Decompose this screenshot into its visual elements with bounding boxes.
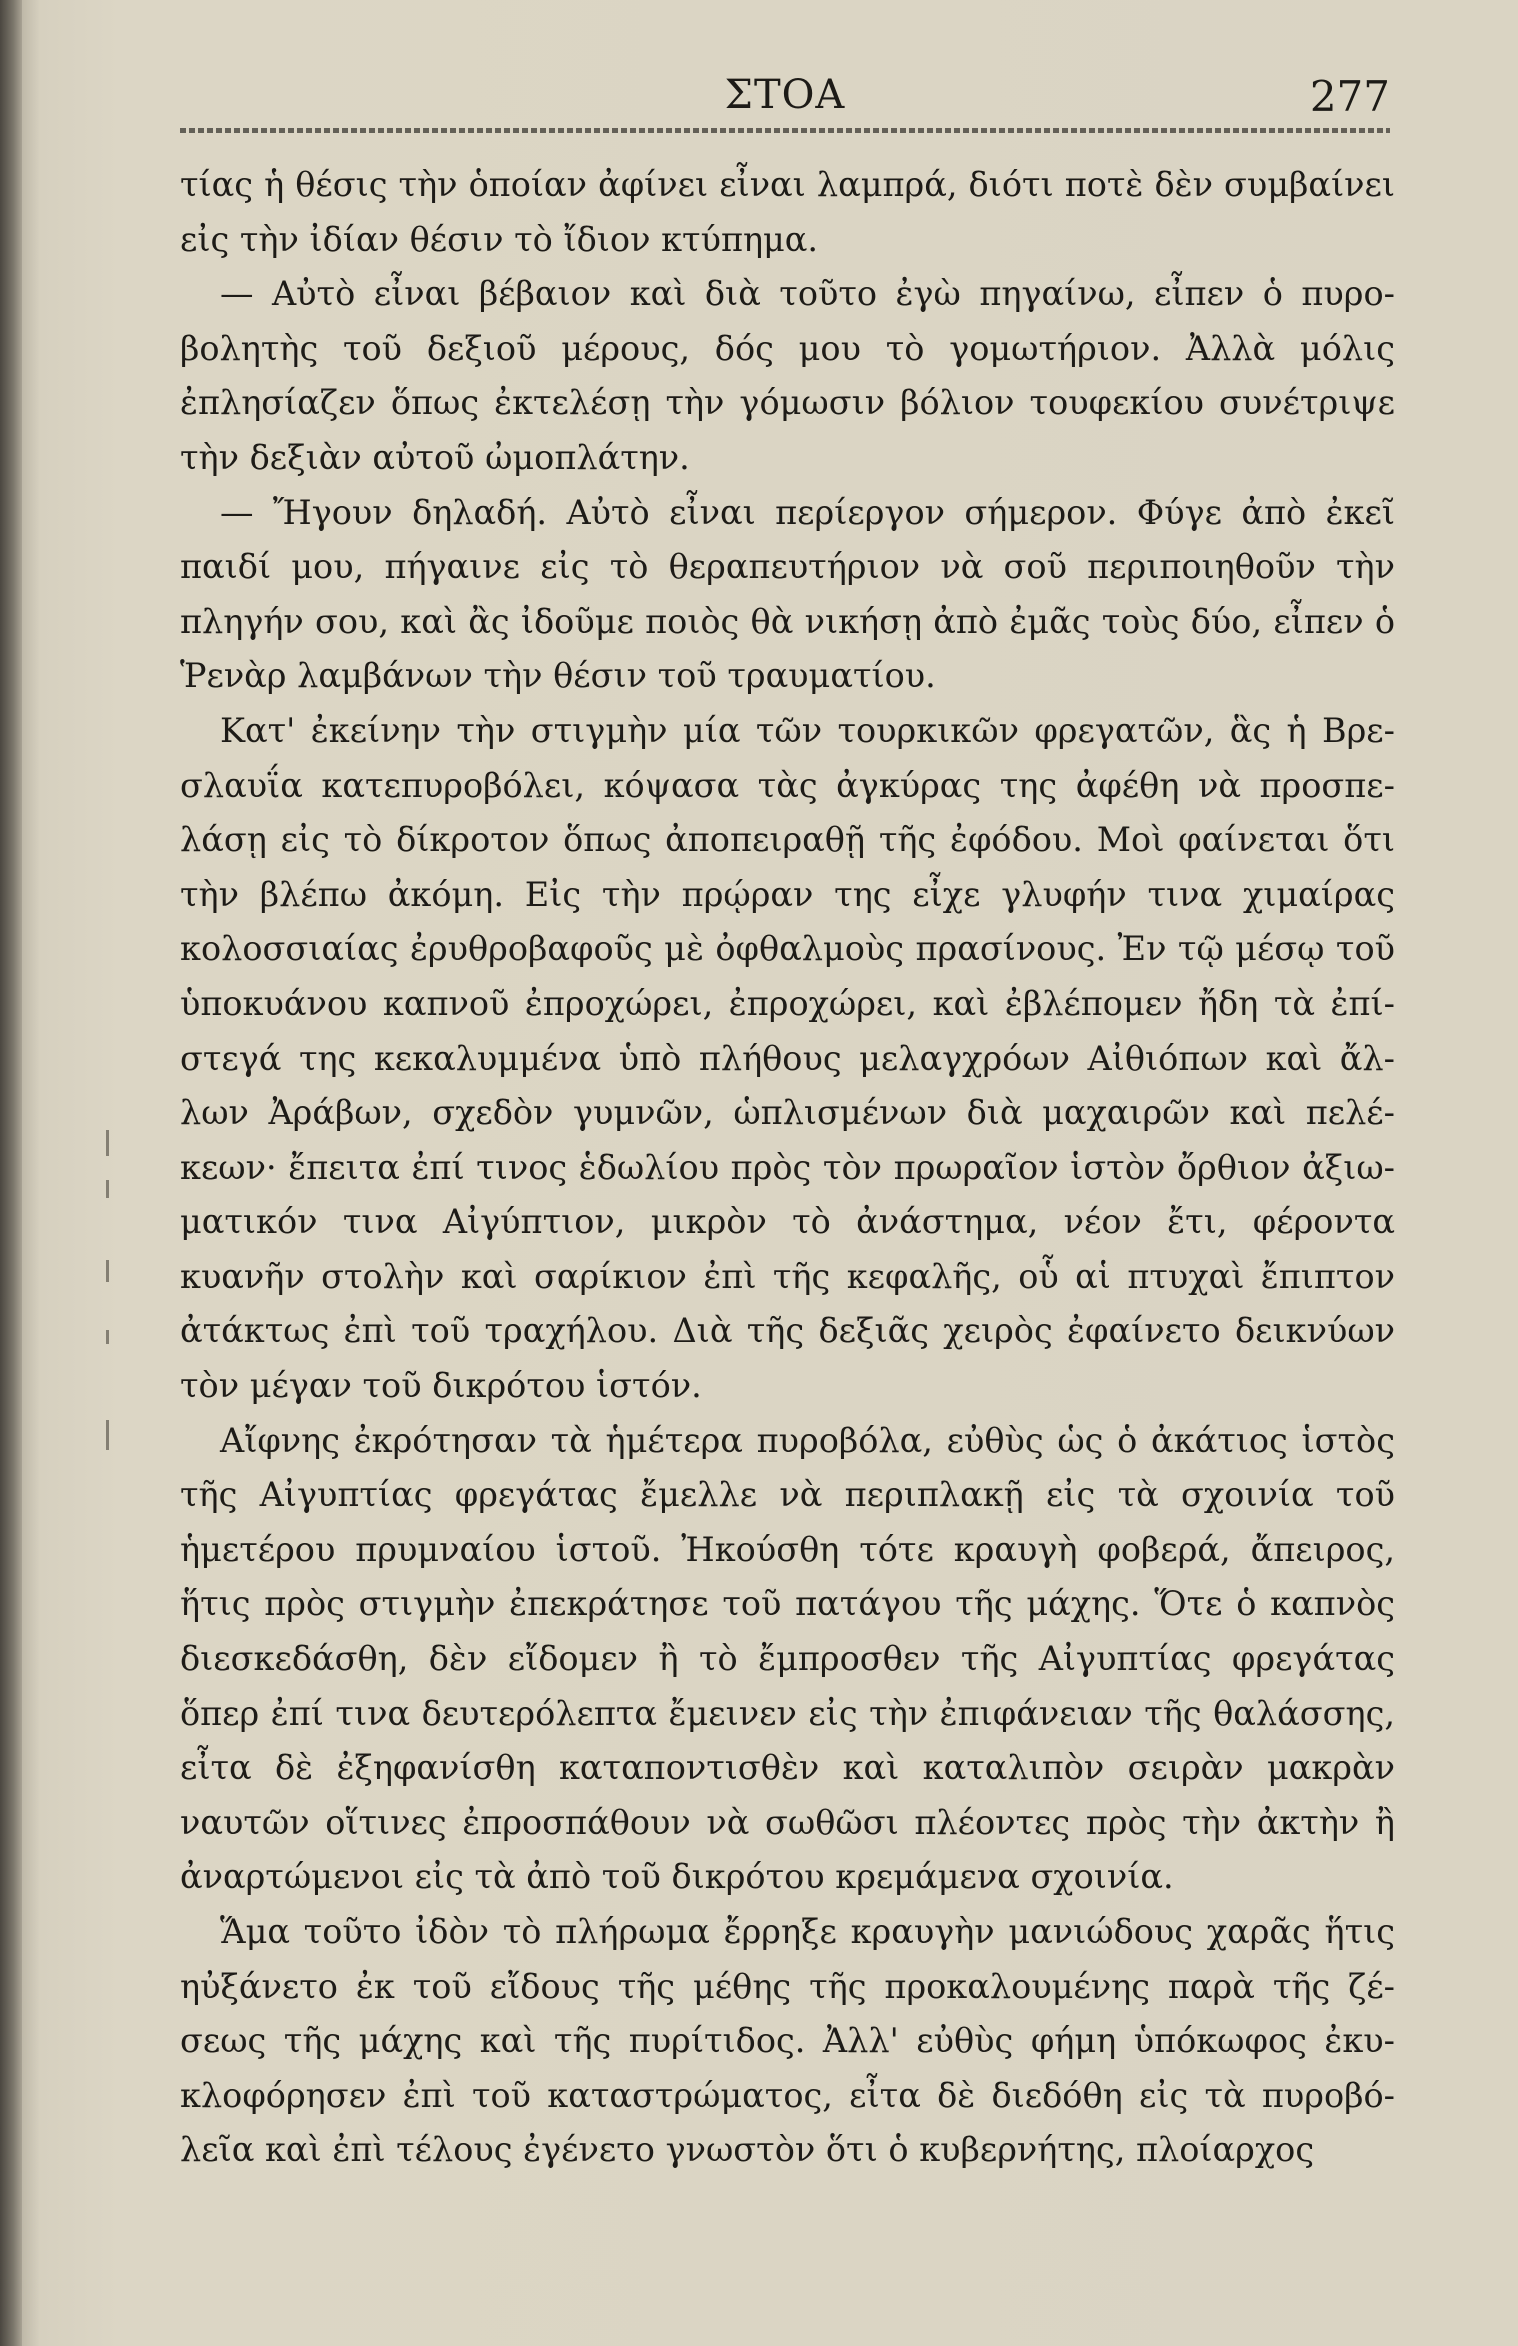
running-title: ΣΤΟΑ xyxy=(724,72,846,118)
margin-marks xyxy=(98,1130,128,1470)
paragraph: Κατ' ἐκείνην τὴν στιγμὴν μία τῶν τουρκικῶν φρεγατῶν, ἃς ἡ Βρεσλαυΐα κατεπυροβόλει, κόψασα τὰς ἀγκύρας της ἀφέθη νὰ προσπελάσῃ εἰς τὸ δίκροτον ὅπως ἀποπειραθῇ τῆς ἐφόδου. Μοὶ φαίνεται ὅτι τὴν βλέπω ἀκόμη. Εἰς τὴν πρῴραν της εἶχε γλυφήν τινα χιμαίρας κολοσσιαίας ἐρυθροβαφοῦς μὲ ὀφθαλμοὺς πρασίνους. Ἐν τῷ μέσῳ τοῦ ὑποκυάνου καπνοῦ ἐπροχώρει, ἐπροχώρει, καὶ ἐβλέπομεν ἤδη τὰ ἐπίστεγά της κεκαλυμμένα ὑπὸ πλήθους μελαγχρόων Αἰθιόπων καὶ ἄλλων Ἀράβων, σχεδὸν γυμνῶν, ὡπλισμένων διὰ μαχαιρῶν καὶ πελέκεων· ἔπειτα ἐπί τινος ἑδωλίου πρὸς τὸν πρωραῖον ἱστὸν ὄρθιον ἀξιωματικόν τινα Αἰγύπτιον, μικρὸν τὸ ἀνάστημα, νέον ἔτι, φέροντα κυανῆν στολὴν καὶ σαρίκιον ἐπὶ τῆς κεφαλῆς, οὗ αἱ πτυχαὶ ἔπιπτον ἀτάκτως ἐπὶ τοῦ τραχήλου. Διὰ τῆς δεξιᾶς χειρὸς ἐφαίνετο δεικνύων τὸν μέγαν τοῦ δικρότου ἱστόν. xyxy=(180,710,1395,1406)
paragraph: Αἴφνης ἐκρότησαν τὰ ἡμέτερα πυροβόλα, εὐθὺς ὡς ὁ ἀκάτιος ἱστὸς τῆς Αἰγυπτίας φρεγάτας ἔμελλε νὰ περιπλακῇ εἰς τὰ σχοινία τοῦ ἡμετέρου πρυμναίου ἱστοῦ. Ἠκούσθη τότε κραυγὴ φοβερά, ἄπειρος, ἥτις πρὸς στιγμὴν ἐπεκράτησε τοῦ πατάγου τῆς μάχης. Ὅτε ὁ καπνὸς διεσκεδάσθη, δὲν εἴδομεν ἢ τὸ ἔμπροσθεν τῆς Αἰγυπτίας φρεγάτας ὅπερ ἐπί τινα δευτερόλεπτα ἔμεινεν εἰς τὴν ἐπιφάνειαν τῆς θαλάσσης, εἶτα δὲ ἐξηφανίσθη καταποντισθὲν καὶ καταλιπὸν σειρὰν μακρὰν ναυτῶν οἵτινες ἐπροσπάθουν νὰ σωθῶσι πλέοντες πρὸς τὴν ἀκτὴν ἢ ἀναρτώμενοι εἰς τὰ ἀπὸ τοῦ δικρότου κρεμάμενα σχοινία. xyxy=(180,1420,1395,1897)
paragraph: — Αὐτὸ εἶναι βέβαιον καὶ διὰ τοῦτο ἐγὼ πηγαίνω, εἶπεν ὁ πυροβολητὴς τοῦ δεξιοῦ μέρους, δός μου τὸ γομωτήριον. Ἀλλὰ μόλις ἐπλησίαζεν ὅπως ἐκτελέσῃ τὴν γόμωσιν βόλιον τουφεκίου συνέτριψε τὴν δεξιὰν αὐτοῦ ὠμοπλάτην. xyxy=(180,274,1395,477)
binding-edge xyxy=(0,0,22,2346)
page-header xyxy=(180,72,1390,132)
page-number: 277 xyxy=(1309,72,1390,121)
header-rule xyxy=(180,128,1390,133)
paragraph: — Ἤγουν δηλαδή. Αὐτὸ εἶναι περίεργον σήμερον. Φύγε ἀπὸ ἐκεῖ παιδί μου, πήγαινε εἰς τὸ θεραπευτήριον νὰ σοῦ περιποιηθοῦν τὴν πληγήν σου, καὶ ἂς ἰδοῦμε ποιὸς θὰ νικήσῃ ἀπὸ ἐμᾶς τοὺς δύο, εἶπεν ὁ Ῥενὰρ λαμβάνων τὴν θέσιν τοῦ τραυματίου. xyxy=(180,492,1395,696)
body-text xyxy=(180,158,1395,2178)
paragraph: Ἅμα τοῦτο ἰδὸν τὸ πλήρωμα ἔρρηξε κραυγὴν μανιώδους χαρᾶς ἥτις ηὐξάνετο ἐκ τοῦ εἴδους τῆς μέθης τῆς προκαλουμένης παρὰ τῆς ζέσεως τῆς μάχης καὶ τῆς πυρίτιδος. Ἀλλ' εὐθὺς φήμη ὑπόκωφος ἐκυκλοφόρησεν ἐπὶ τοῦ καταστρώματος, εἶτα δὲ διεδόθη εἰς τὰ πυροβόλεῖα καὶ ἐπὶ τέλους ἐγένετο γνωστὸν ὅτι ὁ κυβερνήτης, πλοίαρχος xyxy=(180,1912,1395,2170)
paragraph-continuation: τίας ἡ θέσις τὴν ὁποίαν ἀφίνει εἶναι λαμπρά, διότι ποτὲ δὲν συμβαίνει εἰς τὴν ἰδίαν θέσιν τὸ ἴδιον κτύπημα. xyxy=(180,165,1395,259)
